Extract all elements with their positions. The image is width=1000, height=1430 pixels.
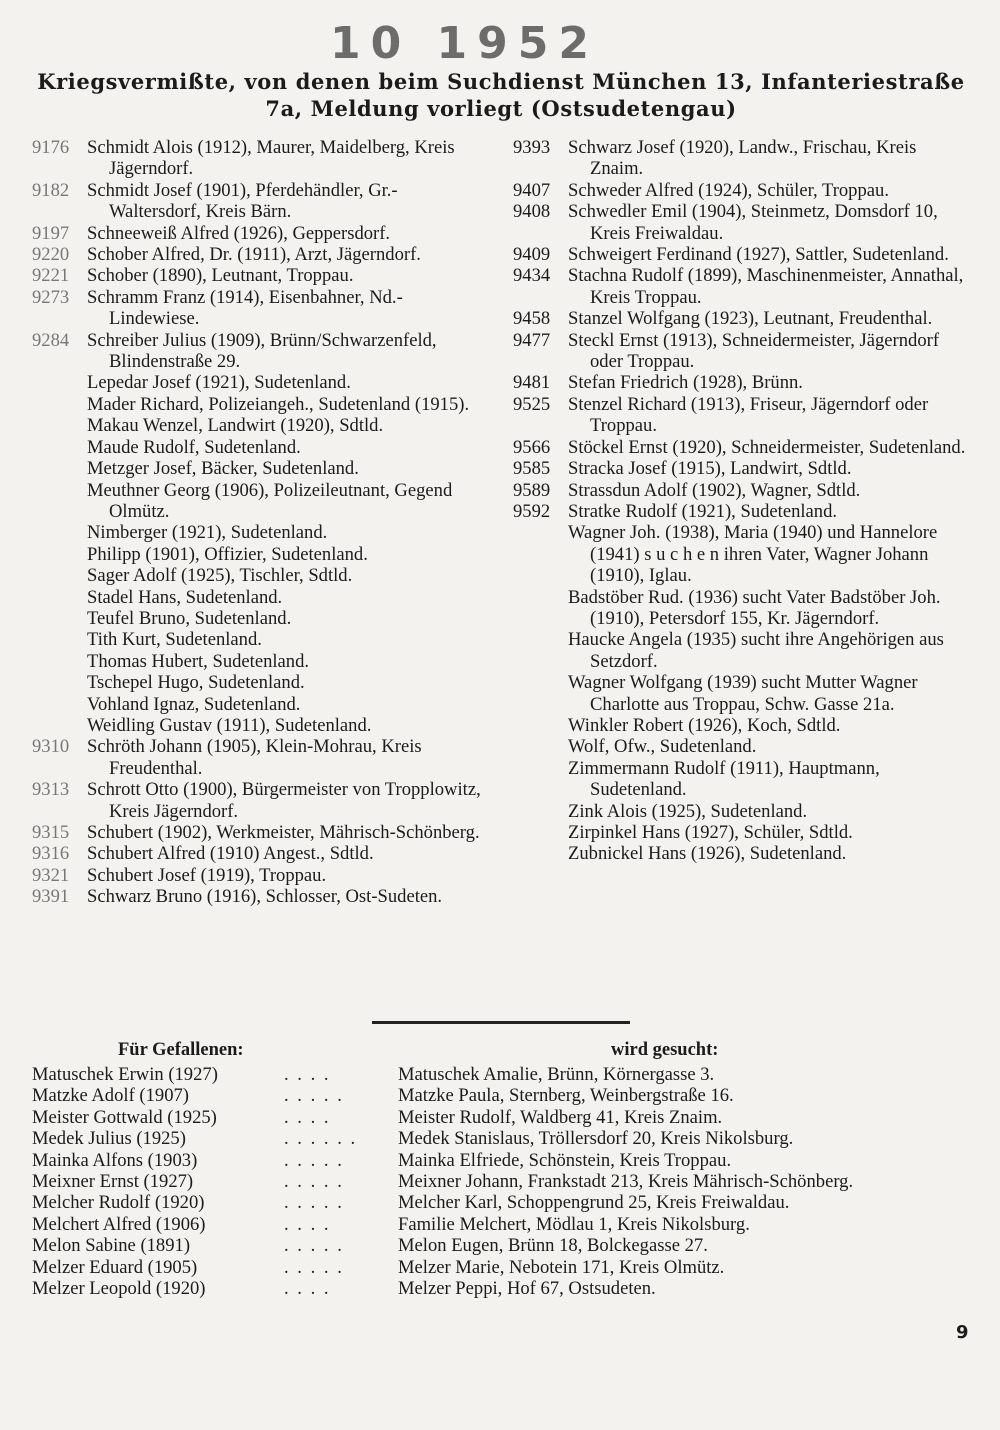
list-item bbox=[32, 480, 484, 523]
entry-text: Schreiber Julius (1909), Brünn/Schwarzenfeld, Blindenstraße 29. bbox=[87, 329, 437, 373]
list-item bbox=[32, 244, 484, 265]
entry-text: Stenzel Richard (1913), Friseur, Jägerndorf oder Troppau. bbox=[568, 393, 929, 437]
fallen-row bbox=[32, 1150, 972, 1171]
entry-text: Schramm Franz (1914), Eisenbahner, Nd.-Lindewiese. bbox=[87, 286, 403, 330]
list-item bbox=[513, 501, 973, 522]
leader-dots: . . . . . . bbox=[284, 1128, 358, 1150]
case-number: 9182 bbox=[32, 179, 70, 201]
case-number: 9393 bbox=[513, 137, 551, 158]
entry-text: Schröth Johann (1905), Klein-Mohrau, Kreis Freudenthal. bbox=[87, 736, 422, 779]
entry-text: Stefan Friedrich (1928), Brünn. bbox=[568, 372, 803, 394]
list-item bbox=[32, 415, 484, 436]
entry-text: Haucke Angela (1935) sucht ihre Angehörigen aus Setzdorf. bbox=[568, 629, 944, 672]
entry-text: Wolf, Ofw., Sudetenland. bbox=[568, 736, 757, 758]
date-stamp: 10 1952 bbox=[330, 18, 600, 69]
list-item bbox=[32, 651, 484, 672]
case-number: 9313 bbox=[32, 779, 70, 801]
case-number: 9197 bbox=[32, 222, 70, 244]
leader-dots: . . . . . bbox=[284, 1085, 344, 1107]
list-item bbox=[513, 137, 973, 180]
case-number bbox=[513, 629, 568, 672]
searcher-text: Medek Stanislaus, Tröllersdorf 20, Kreis Nikolsburg. bbox=[398, 1128, 794, 1150]
list-item bbox=[32, 287, 484, 330]
list-item bbox=[32, 372, 484, 393]
entry-text: Schweigert Ferdinand (1927), Sattler, Sudetenland. bbox=[568, 244, 949, 266]
entry-text: Schweder Alfred (1924), Schüler, Troppau. bbox=[568, 179, 889, 201]
list-item bbox=[513, 244, 973, 265]
case-number bbox=[513, 801, 568, 822]
case-number bbox=[32, 694, 87, 715]
case-number: 9284 bbox=[32, 329, 70, 351]
list-item bbox=[513, 843, 973, 864]
case-number bbox=[32, 437, 87, 458]
fallen-name: Mainka Alfons (1903) bbox=[32, 1149, 198, 1171]
case-number bbox=[32, 415, 87, 436]
entry-text: Teufel Bruno, Sudetenland. bbox=[87, 607, 292, 629]
list-item bbox=[32, 779, 484, 822]
case-number: 9477 bbox=[513, 329, 551, 351]
list-item bbox=[32, 437, 484, 458]
searcher-text: Melzer Marie, Nebotein 171, Kreis Olmütz. bbox=[398, 1256, 725, 1278]
list-item bbox=[513, 458, 973, 479]
list-item bbox=[513, 372, 973, 393]
case-number bbox=[32, 458, 87, 479]
searcher-text: Melcher Karl, Schoppengrund 25, Kreis Freiwaldau. bbox=[398, 1192, 790, 1214]
case-number: 9592 bbox=[513, 500, 551, 522]
searched-heading: wird gesucht: bbox=[611, 1040, 719, 1060]
list-item bbox=[32, 843, 484, 864]
list-item bbox=[32, 180, 484, 223]
list-item bbox=[32, 822, 484, 843]
case-number: 9566 bbox=[513, 436, 551, 458]
list-item bbox=[513, 715, 973, 736]
case-number: 9321 bbox=[32, 864, 70, 886]
searcher-text: Mainka Elfriede, Schönstein, Kreis Troppau. bbox=[398, 1149, 732, 1171]
case-number: 9525 bbox=[513, 393, 551, 415]
entry-text: Tith Kurt, Sudetenland. bbox=[87, 629, 262, 651]
case-number bbox=[513, 843, 568, 864]
case-number bbox=[513, 736, 568, 757]
fallen-name: Meixner Ernst (1927) bbox=[32, 1171, 194, 1193]
list-item bbox=[513, 201, 973, 244]
fallen-name: Melzer Eduard (1905) bbox=[32, 1256, 198, 1278]
case-number: 9316 bbox=[32, 843, 70, 865]
entry-text: Stanzel Wolfgang (1923), Leutnant, Freudenthal. bbox=[568, 308, 933, 330]
leader-dots: . . . . . bbox=[284, 1256, 344, 1278]
searcher-text: Meister Rudolf, Waldberg 41, Kreis Znaim. bbox=[398, 1106, 723, 1128]
case-number: 9315 bbox=[32, 822, 70, 843]
entry-text: Badstöber Rud. (1936) sucht Vater Badstöber Joh. (1910), Petersdorf 155, Kr. Jägerndorf. bbox=[568, 586, 941, 629]
leader-dots: . . . . . bbox=[284, 1149, 344, 1171]
entry-text: Schmidt Alois (1912), Maurer, Maidelberg, Kreis Jägerndorf. bbox=[87, 137, 455, 180]
case-number: 9391 bbox=[32, 886, 70, 908]
list-item bbox=[32, 629, 484, 650]
searcher-text: Familie Melchert, Mödlau 1, Kreis Nikolsburg. bbox=[398, 1213, 750, 1235]
list-item bbox=[513, 480, 973, 501]
fallen-row bbox=[32, 1171, 972, 1192]
entry-text: Meuthner Georg (1906), Polizeileutnant, Gegend Olmütz. bbox=[87, 479, 453, 522]
entry-text: Vohland Ignaz, Sudetenland. bbox=[87, 693, 301, 715]
case-number: 9458 bbox=[513, 308, 551, 330]
list-item bbox=[513, 330, 973, 373]
entry-text: Stracka Josef (1915), Landwirt, Sdtld. bbox=[568, 458, 852, 480]
list-item bbox=[513, 437, 973, 458]
entry-text: Wagner Joh. (1938), Maria (1940) und Hannelore (1941) s u c h e n ihren Vater, Wagner Johann (1910), Iglau. bbox=[568, 522, 938, 587]
list-item bbox=[513, 394, 973, 437]
entry-text: Schwarz Bruno (1916), Schlosser, Ost-Sudeten. bbox=[87, 886, 443, 908]
entry-text: Thomas Hubert, Sudetenland. bbox=[87, 650, 310, 672]
case-number: 9585 bbox=[513, 458, 551, 480]
list-item bbox=[32, 587, 484, 608]
leader-dots: . . . . bbox=[284, 1278, 331, 1300]
case-number bbox=[513, 587, 568, 630]
list-item bbox=[32, 544, 484, 565]
section-divider bbox=[372, 1021, 630, 1024]
list-item bbox=[513, 629, 973, 672]
list-item bbox=[32, 865, 484, 886]
entry-text: Philipp (1901), Offizier, Sudetenland. bbox=[87, 543, 368, 565]
case-number: 9273 bbox=[32, 286, 70, 308]
entry-text: Schwedler Emil (1904), Steinmetz, Domsdorf 10, Kreis Freiwaldau. bbox=[568, 201, 938, 244]
entry-text: Schober Alfred, Dr. (1911), Arzt, Jägerndorf. bbox=[87, 244, 421, 266]
list-item bbox=[32, 265, 484, 286]
list-item bbox=[513, 672, 973, 715]
fallen-name: Meister Gottwald (1925) bbox=[32, 1106, 217, 1128]
fallen-row bbox=[32, 1128, 972, 1149]
case-number: 9589 bbox=[513, 479, 551, 501]
fallen-row bbox=[32, 1064, 972, 1085]
entry-text: Stadel Hans, Sudetenland. bbox=[87, 586, 283, 608]
page-title: Kriegsvermißte, von denen beim Suchdienst München 13, Infanteriestraße 7a, Meldung vorliegt (Ostsudetengau) bbox=[37, 69, 965, 121]
case-number bbox=[32, 672, 87, 693]
entry-text: Mader Richard, Polizeiangeh., Sudetenland (1915). bbox=[87, 393, 470, 415]
searcher-text: Melzer Peppi, Hof 67, Ostsudeten. bbox=[398, 1278, 656, 1300]
searcher-text: Meixner Johann, Frankstadt 213, Kreis Mährisch-Schönberg. bbox=[398, 1171, 854, 1193]
case-number bbox=[513, 522, 568, 586]
case-number bbox=[513, 758, 568, 801]
list-item bbox=[513, 801, 973, 822]
case-number bbox=[32, 565, 87, 586]
case-number bbox=[513, 672, 568, 715]
case-number bbox=[32, 715, 87, 736]
list-item bbox=[32, 672, 484, 693]
case-number bbox=[32, 480, 87, 523]
entry-text: Nimberger (1921), Sudetenland. bbox=[87, 522, 328, 544]
case-number: 9408 bbox=[513, 201, 551, 223]
list-item bbox=[32, 715, 484, 736]
searcher-text: Matuschek Amalie, Brünn, Körnergasse 3. bbox=[398, 1064, 715, 1085]
case-number bbox=[32, 629, 87, 650]
entry-text: Makau Wenzel, Landwirt (1920), Sdtld. bbox=[87, 415, 384, 437]
list-item bbox=[32, 458, 484, 479]
entry-text: Schober (1890), Leutnant, Troppau. bbox=[87, 265, 354, 287]
entry-text: Zirpinkel Hans (1927), Schüler, Sdtld. bbox=[568, 822, 853, 843]
entry-text: Strassdun Adolf (1902), Wagner, Sdtld. bbox=[568, 479, 861, 501]
leader-dots: . . . . bbox=[284, 1106, 331, 1128]
entry-text: Sager Adolf (1925), Tischler, Sdtld. bbox=[87, 565, 353, 587]
case-number bbox=[32, 372, 87, 393]
case-number bbox=[32, 394, 87, 415]
list-item bbox=[32, 223, 484, 244]
entry-text: Zink Alois (1925), Sudetenland. bbox=[568, 800, 808, 822]
entry-text: Steckl Ernst (1913), Schneidermeister, Jägerndorf oder Troppau. bbox=[568, 329, 940, 373]
entry-text: Stratke Rudolf (1921), Sudetenland. bbox=[568, 500, 838, 522]
list-item bbox=[32, 137, 484, 180]
case-number: 9434 bbox=[513, 265, 551, 287]
fallen-row bbox=[32, 1192, 972, 1213]
list-item bbox=[513, 822, 973, 843]
fallen-row bbox=[32, 1107, 972, 1128]
page-number: 9 bbox=[956, 1322, 969, 1343]
right-column bbox=[513, 137, 973, 865]
entry-text: Wagner Wolfgang (1939) sucht Mutter Wagner Charlotte aus Troppau, Schw. Gasse 21a. bbox=[568, 672, 918, 715]
list-item bbox=[32, 736, 484, 779]
list-item bbox=[513, 308, 973, 329]
fallen-name: Melcher Rudolf (1920) bbox=[32, 1192, 205, 1214]
case-number: 9481 bbox=[513, 372, 551, 394]
entry-text: Schubert Josef (1919), Troppau. bbox=[87, 864, 327, 886]
list-item bbox=[32, 565, 484, 586]
entry-text: Winkler Robert (1926), Koch, Sdtld. bbox=[568, 714, 841, 736]
leader-dots: . . . . . bbox=[284, 1192, 344, 1214]
leader-dots: . . . . . bbox=[284, 1235, 344, 1257]
entry-text: Schwarz Josef (1920), Landw., Frischau, Kreis Znaim. bbox=[568, 137, 917, 180]
entry-text: Zubnickel Hans (1926), Sudetenland. bbox=[568, 843, 847, 865]
fallen-row bbox=[32, 1085, 972, 1106]
fallen-name: Matzke Adolf (1907) bbox=[32, 1085, 189, 1107]
fallen-name: Matuschek Erwin (1927) bbox=[32, 1064, 218, 1085]
case-number: 9407 bbox=[513, 179, 551, 201]
entry-text: Schrott Otto (1900), Bürgermeister von Tropplowitz, Kreis Jägerndorf. bbox=[87, 779, 481, 822]
fallen-name: Melchert Alfred (1906) bbox=[32, 1213, 206, 1235]
entry-text: Schubert Alfred (1910) Angest., Sdtld. bbox=[87, 843, 374, 865]
entry-text: Metzger Josef, Bäcker, Sudetenland. bbox=[87, 458, 359, 480]
searcher-text: Matzke Paula, Sternberg, Weinbergstraße 16. bbox=[398, 1085, 734, 1107]
fallen-row bbox=[32, 1214, 972, 1235]
list-item bbox=[32, 522, 484, 543]
list-item bbox=[513, 180, 973, 201]
case-number: 9310 bbox=[32, 736, 70, 758]
fallen-name: Melon Sabine (1891) bbox=[32, 1235, 191, 1257]
list-item bbox=[513, 587, 973, 630]
case-number: 9409 bbox=[513, 244, 551, 266]
list-item bbox=[513, 522, 973, 586]
entry-text: Schneeweiß Alfred (1926), Geppersdorf. bbox=[87, 222, 391, 244]
entry-text: Stöckel Ernst (1920), Schneidermeister, Sudetenland. bbox=[568, 436, 966, 458]
case-number bbox=[513, 822, 568, 843]
case-number bbox=[32, 608, 87, 629]
case-number: 9220 bbox=[32, 244, 70, 266]
case-number bbox=[513, 715, 568, 736]
entry-text: Lepedar Josef (1921), Sudetenland. bbox=[87, 372, 351, 394]
fallen-row bbox=[32, 1278, 972, 1299]
list-item bbox=[32, 330, 484, 373]
fallen-list bbox=[32, 1064, 972, 1299]
left-column bbox=[32, 137, 484, 908]
list-item bbox=[513, 736, 973, 757]
entry-text: Maude Rudolf, Sudetenland. bbox=[87, 436, 301, 458]
case-number: 9221 bbox=[32, 265, 70, 287]
entry-text: Zimmermann Rudolf (1911), Hauptmann, Sudetenland. bbox=[568, 757, 880, 801]
list-item bbox=[32, 886, 484, 907]
entry-text: Schmidt Josef (1901), Pferdehändler, Gr.-Waltersdorf, Kreis Bärn. bbox=[87, 179, 398, 223]
list-item bbox=[32, 694, 484, 715]
fallen-row bbox=[32, 1257, 972, 1278]
case-number: 9176 bbox=[32, 137, 70, 158]
list-item bbox=[32, 394, 484, 415]
fallen-row bbox=[32, 1235, 972, 1256]
fallen-heading: Für Gefallenen: bbox=[118, 1040, 244, 1060]
list-item bbox=[513, 265, 973, 308]
case-number bbox=[32, 522, 87, 543]
entry-text: Stachna Rudolf (1899), Maschinenmeister, Annathal, Kreis Troppau. bbox=[568, 265, 964, 308]
entry-text: Tschepel Hugo, Sudetenland. bbox=[87, 672, 305, 694]
case-number bbox=[32, 587, 87, 608]
list-item bbox=[513, 758, 973, 801]
case-number bbox=[32, 651, 87, 672]
leader-dots: . . . . bbox=[284, 1064, 331, 1085]
leader-dots: . . . . . bbox=[284, 1171, 344, 1193]
leader-dots: . . . . bbox=[284, 1213, 331, 1235]
case-number bbox=[32, 544, 87, 565]
list-item bbox=[32, 608, 484, 629]
fallen-name: Medek Julius (1925) bbox=[32, 1128, 186, 1150]
searcher-text: Melon Eugen, Brünn 18, Bolckegasse 27. bbox=[398, 1235, 708, 1257]
entry-text: Schubert (1902), Werkmeister, Mährisch-Schönberg. bbox=[87, 822, 480, 843]
fallen-name: Melzer Leopold (1920) bbox=[32, 1278, 206, 1300]
entry-text: Weidling Gustav (1911), Sudetenland. bbox=[87, 714, 372, 736]
